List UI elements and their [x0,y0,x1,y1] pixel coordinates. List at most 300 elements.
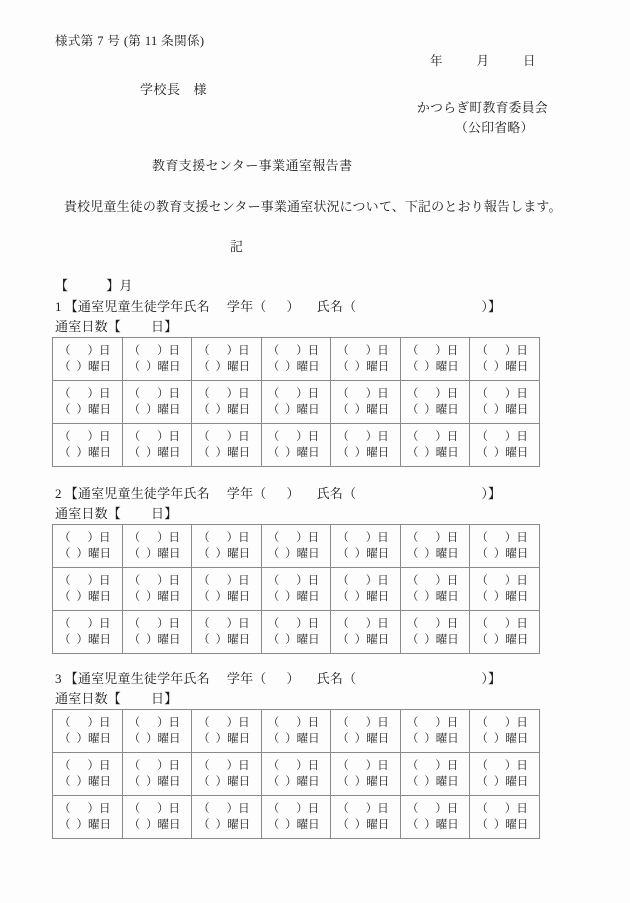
attendance-cell[interactable] [261,338,331,381]
cell-weekday-close: ）曜日 [146,591,181,603]
cell-date-open: （ [337,430,349,443]
cell-date-open: （ [476,802,488,815]
cell-date-field[interactable] [268,758,331,774]
cell-weekday-open: （ [198,776,210,788]
cell-date-close: ）日 [226,617,250,630]
cell-weekday-close: ）曜日 [424,776,459,788]
cell-date-open: （ [198,802,210,815]
attendance-cell[interactable] [53,424,123,467]
cell-date-open: （ [198,344,210,357]
cell-weekday-field[interactable] [129,731,192,747]
cell-weekday-close: ）曜日 [354,819,390,831]
cell-date-field[interactable] [268,715,331,731]
cell-weekday-close: ）曜日 [424,447,459,459]
cell-date-field[interactable] [59,801,122,817]
cell-weekday-open: （ [128,819,141,831]
cell-date-field[interactable] [129,429,192,445]
attendance-cell[interactable] [470,338,540,381]
cell-date-open: （ [406,344,419,357]
attendance-cell[interactable] [53,753,123,796]
attendance-cell[interactable] [192,753,262,796]
cell-weekday-open: （ [337,404,349,416]
cell-date-field[interactable] [59,386,122,402]
cell-date-field[interactable] [476,343,539,359]
cell-weekday-field[interactable] [268,445,331,461]
cell-date-close: ）日 [365,802,389,815]
cell-weekday-field[interactable] [198,774,261,790]
date-month-label: 月 [476,54,490,68]
cell-date-field[interactable] [129,616,192,632]
attendance-cell[interactable] [192,338,262,381]
cell-weekday-field[interactable] [476,402,539,418]
cell-weekday-field[interactable] [476,589,539,605]
cell-weekday-field[interactable] [198,546,261,562]
cell-weekday-field[interactable] [59,445,122,461]
attendance-cell[interactable] [53,381,123,424]
attendance-cell[interactable] [400,568,470,611]
attendance-cell[interactable] [53,710,123,753]
cell-date-field[interactable] [476,530,539,546]
addressee-honorific: 様 [193,82,208,97]
cell-weekday-field[interactable] [337,589,400,605]
attendance-cell[interactable] [400,525,470,568]
cell-weekday-field[interactable] [59,774,122,790]
cell-date-close: ）日 [504,344,528,357]
month-field[interactable] [55,275,133,294]
cell-weekday-field[interactable] [476,359,539,375]
attendance-cell[interactable] [331,381,401,424]
cell-date-open: （ [337,617,349,630]
cell-date-field[interactable] [337,573,400,589]
attendance-cell[interactable] [400,424,470,467]
cell-weekday-field[interactable] [337,774,400,790]
student-heading-3 [55,668,501,687]
attendance-cell[interactable] [470,611,540,654]
attendance-cell[interactable] [470,796,540,839]
cell-weekday-field[interactable] [476,774,539,790]
cell-weekday-field[interactable] [59,817,122,833]
cell-weekday-field[interactable] [407,402,470,418]
cell-date-field[interactable] [198,573,261,589]
cell-weekday-field[interactable] [407,774,470,790]
cell-date-open: （ [267,387,280,400]
cell-date-close: ）日 [504,574,528,587]
cell-weekday-open: （ [476,447,488,459]
cell-weekday-field[interactable] [59,546,122,562]
attendance-cell[interactable] [470,568,540,611]
cell-weekday-field[interactable] [129,546,192,562]
attendance-cell[interactable] [122,424,192,467]
attendance-cell[interactable] [470,710,540,753]
attendance-cell[interactable] [331,338,401,381]
cell-date-open: （ [267,430,280,443]
cell-weekday-close: ）曜日 [76,361,111,373]
cell-date-field[interactable] [337,386,400,402]
cell-date-close: ）日 [87,617,111,630]
attendance-cell[interactable] [192,381,262,424]
student-heading-2 [55,483,501,502]
cell-weekday-close: ）曜日 [354,733,390,745]
attendance-cell[interactable] [470,525,540,568]
month-bracket-open: 【 [55,278,69,293]
attendance-row [53,424,540,467]
cell-date-close: ）日 [157,574,181,587]
student-info-label-3: 【通室児童生徒学年氏名 [64,671,210,686]
cell-weekday-field[interactable] [198,445,261,461]
attendance-cell[interactable] [261,381,331,424]
cell-date-field[interactable] [198,530,261,546]
cell-date-open: （ [128,430,141,443]
attendance-cell[interactable] [122,338,192,381]
cell-date-field[interactable] [476,429,539,445]
attendance-cell[interactable] [53,338,123,381]
attendance-cell[interactable] [122,568,192,611]
cell-date-field[interactable] [476,386,539,402]
cell-date-open: （ [59,617,71,630]
cell-weekday-open: （ [59,404,71,416]
cell-weekday-open: （ [476,548,488,560]
cell-date-field[interactable] [476,801,539,817]
cell-date-open: （ [128,574,141,587]
cell-date-open: （ [198,531,210,544]
attendance-cell[interactable] [192,568,262,611]
cell-weekday-open: （ [198,634,210,646]
cell-weekday-field[interactable] [407,817,470,833]
cell-weekday-field[interactable] [129,589,192,605]
cell-date-open: （ [337,802,349,815]
cell-date-field[interactable] [198,429,261,445]
cell-date-close: ）日 [504,531,528,544]
cell-weekday-field[interactable] [337,817,400,833]
cell-date-field[interactable] [268,573,331,589]
attendance-cell[interactable] [261,710,331,753]
cell-date-open: （ [476,344,488,357]
cell-date-field[interactable] [476,758,539,774]
document-title: 教育支援センター事業通室報告書 [152,158,353,173]
cell-date-open: （ [267,759,280,772]
cell-date-field[interactable] [129,386,192,402]
cell-date-field[interactable] [268,343,331,359]
attendance-cell[interactable] [331,796,401,839]
attendance-row [53,611,540,654]
student-index-1: 1 [55,299,62,314]
date-year-label: 年 [430,54,443,68]
cell-weekday-field[interactable] [337,546,400,562]
cell-weekday-field[interactable] [407,632,470,648]
attendance-table-2 [52,524,540,654]
cell-weekday-close: ）曜日 [285,548,320,560]
cell-date-field[interactable] [198,801,261,817]
cell-weekday-field[interactable] [407,731,470,747]
attendance-cell[interactable] [53,611,123,654]
cell-date-field[interactable] [59,715,122,731]
cell-date-field[interactable] [407,758,470,774]
cell-date-close: ）日 [504,617,528,630]
cell-weekday-field[interactable] [268,632,331,648]
cell-date-open: （ [128,344,141,357]
cell-date-field[interactable] [129,530,192,546]
cell-date-field[interactable] [337,801,400,817]
cell-date-field[interactable] [198,715,261,731]
cell-weekday-field[interactable] [129,817,192,833]
cell-weekday-field[interactable] [129,359,192,375]
cell-date-field[interactable] [59,616,122,632]
cell-date-open: （ [337,716,349,729]
attendance-cell[interactable] [261,753,331,796]
cell-date-open: （ [59,344,71,357]
cell-weekday-field[interactable] [268,402,331,418]
cell-date-field[interactable] [337,429,400,445]
cell-weekday-close: ）曜日 [76,447,111,459]
cell-date-open: （ [128,387,141,400]
cell-weekday-close: ）曜日 [285,591,320,603]
cell-weekday-close: ）曜日 [146,634,181,646]
cell-date-field[interactable] [476,616,539,632]
cell-date-field[interactable] [129,715,192,731]
attendance-cell[interactable] [331,611,401,654]
cell-date-close: ）日 [504,759,528,772]
attendance-cell[interactable] [400,611,470,654]
cell-date-field[interactable] [129,801,192,817]
cell-date-field[interactable] [407,715,470,731]
cell-date-close: ）日 [226,387,250,400]
cell-date-open: （ [406,617,419,630]
cell-date-field[interactable] [268,386,331,402]
days-close-1: 】 [164,319,178,334]
cell-date-field[interactable] [198,616,261,632]
cell-weekday-open: （ [267,447,280,459]
attendance-cell[interactable] [261,525,331,568]
cell-weekday-close: ）曜日 [354,447,390,459]
cell-weekday-field[interactable] [59,359,122,375]
cell-weekday-field[interactable] [337,359,400,375]
cell-weekday-field[interactable] [268,774,331,790]
attendance-table-body-3 [53,710,540,839]
cell-date-field[interactable] [476,573,539,589]
cell-weekday-close: ）曜日 [215,634,251,646]
cell-weekday-field[interactable] [129,632,192,648]
attendance-cell[interactable] [53,796,123,839]
cell-date-open: （ [128,617,141,630]
cell-weekday-field[interactable] [407,359,470,375]
cell-weekday-field[interactable] [59,632,122,648]
cell-weekday-field[interactable] [337,731,400,747]
cell-weekday-field[interactable] [268,589,331,605]
cell-weekday-open: （ [267,591,280,603]
attendance-cell[interactable] [192,710,262,753]
cell-date-open: （ [406,430,419,443]
cell-weekday-field[interactable] [268,817,331,833]
attendance-cell[interactable] [53,568,123,611]
student-index-2: 2 [55,486,62,501]
cell-weekday-close: ）曜日 [493,776,529,788]
cell-date-close: ）日 [504,716,528,729]
attendance-cell[interactable] [400,796,470,839]
cell-date-field[interactable] [268,616,331,632]
cell-weekday-open: （ [406,404,419,416]
month-bracket-close: 】 [106,278,120,293]
cell-date-field[interactable] [337,616,400,632]
cell-weekday-field[interactable] [198,589,261,605]
cell-date-field[interactable] [407,429,470,445]
attendance-cell[interactable] [400,381,470,424]
cell-date-close: ）日 [226,344,250,357]
cell-weekday-field[interactable] [198,402,261,418]
cell-date-field[interactable] [407,343,470,359]
cell-weekday-field[interactable] [476,817,539,833]
cell-date-open: （ [198,430,210,443]
cell-date-field[interactable] [337,343,400,359]
cell-weekday-field[interactable] [476,445,539,461]
cell-weekday-field[interactable] [59,731,122,747]
cell-date-open: （ [337,531,349,544]
attendance-cell[interactable] [261,611,331,654]
cell-date-open: （ [337,387,349,400]
cell-date-close: ）日 [157,430,181,443]
cell-date-field[interactable] [407,530,470,546]
attendance-cell[interactable] [192,525,262,568]
cell-date-field[interactable] [59,343,122,359]
cell-weekday-field[interactable] [407,589,470,605]
cell-date-field[interactable] [129,343,192,359]
days-count-label-2: 通室日数【 [55,506,122,521]
attendance-cell[interactable] [122,611,192,654]
cell-weekday-open: （ [198,361,210,373]
cell-weekday-field[interactable] [129,774,192,790]
days-count-field-2[interactable] [55,503,177,522]
cell-weekday-close: ）曜日 [215,591,251,603]
cell-weekday-open: （ [267,776,280,788]
cell-date-field[interactable] [59,429,122,445]
cell-weekday-open: （ [198,591,210,603]
attendance-cell[interactable] [331,710,401,753]
cell-date-close: ）日 [157,531,181,544]
cell-weekday-field[interactable] [198,817,261,833]
attendance-cell[interactable] [470,381,540,424]
cell-date-field[interactable] [59,530,122,546]
attendance-cell[interactable] [400,753,470,796]
cell-weekday-field[interactable] [268,546,331,562]
days-count-field-1[interactable] [55,316,177,335]
cell-date-field[interactable] [198,758,261,774]
attendance-cell[interactable] [192,424,262,467]
attendance-cell[interactable] [192,796,262,839]
cell-date-field[interactable] [407,573,470,589]
date-line [430,51,536,69]
attendance-cell[interactable] [122,710,192,753]
attendance-cell[interactable] [470,753,540,796]
cell-date-close: ）日 [365,759,389,772]
cell-weekday-field[interactable] [129,445,192,461]
attendance-cell[interactable] [400,710,470,753]
cell-weekday-field[interactable] [268,731,331,747]
days-close-2: 】 [164,506,178,521]
cell-date-field[interactable] [268,530,331,546]
cell-date-field[interactable] [198,343,261,359]
cell-date-close: ）日 [296,574,320,587]
cell-weekday-field[interactable] [407,546,470,562]
cell-weekday-field[interactable] [476,632,539,648]
cell-date-field[interactable] [337,758,400,774]
cell-date-field[interactable] [268,801,331,817]
cell-weekday-close: ）曜日 [424,361,459,373]
attendance-row [53,753,540,796]
attendance-cell[interactable] [122,796,192,839]
attendance-cell[interactable] [261,424,331,467]
cell-weekday-close: ）曜日 [285,361,320,373]
attendance-cell[interactable] [192,611,262,654]
cell-date-field[interactable] [407,386,470,402]
cell-weekday-close: ）曜日 [493,447,529,459]
cell-weekday-close: ）曜日 [354,361,390,373]
days-unit-2: 日 [151,506,165,521]
cell-date-field[interactable] [59,573,122,589]
cell-weekday-open: （ [59,733,71,745]
cell-weekday-field[interactable] [337,445,400,461]
attendance-cell[interactable] [331,753,401,796]
cell-weekday-field[interactable] [476,731,539,747]
attendance-cell[interactable] [122,381,192,424]
attendance-cell[interactable] [53,525,123,568]
cell-weekday-field[interactable] [198,632,261,648]
cell-date-field[interactable] [59,758,122,774]
attendance-cell[interactable] [331,525,401,568]
days-unit-1: 日 [151,319,165,334]
cell-date-field[interactable] [129,758,192,774]
cell-weekday-field[interactable] [59,402,122,418]
cell-date-field[interactable] [337,715,400,731]
attendance-cell[interactable] [400,338,470,381]
cell-date-field[interactable] [129,573,192,589]
form-number: 様式第 7 号 (第 11 条関係) [55,34,205,48]
cell-weekday-field[interactable] [198,731,261,747]
cell-date-field[interactable] [476,715,539,731]
attendance-cell[interactable] [331,424,401,467]
attendance-cell[interactable] [122,525,192,568]
cell-weekday-close: ）曜日 [493,819,529,831]
cell-weekday-field[interactable] [337,632,400,648]
attendance-cell[interactable] [261,568,331,611]
attendance-cell[interactable] [122,753,192,796]
cell-date-close: ）日 [365,387,389,400]
cell-date-field[interactable] [407,616,470,632]
cell-date-field[interactable] [407,801,470,817]
cell-date-close: ）日 [87,802,111,815]
cell-weekday-close: ）曜日 [215,776,251,788]
attendance-row [53,338,540,381]
cell-weekday-field[interactable] [407,445,470,461]
attendance-cell[interactable] [261,796,331,839]
cell-weekday-field[interactable] [337,402,400,418]
cell-weekday-field[interactable] [476,546,539,562]
cell-date-open: （ [337,344,349,357]
attendance-table-1 [52,337,540,467]
cell-date-field[interactable] [337,530,400,546]
cell-date-open: （ [59,802,71,815]
cell-weekday-field[interactable] [198,359,261,375]
cell-weekday-field[interactable] [59,589,122,605]
attendance-cell[interactable] [331,568,401,611]
cell-weekday-field[interactable] [268,359,331,375]
cell-weekday-close: ）曜日 [146,733,181,745]
cell-date-field[interactable] [268,429,331,445]
grade-label-3: 学年（ [226,671,267,686]
days-count-field-3[interactable] [55,688,177,707]
cell-date-field[interactable] [198,386,261,402]
attendance-cell[interactable] [470,424,540,467]
cell-date-open: （ [198,574,210,587]
cell-weekday-field[interactable] [129,402,192,418]
